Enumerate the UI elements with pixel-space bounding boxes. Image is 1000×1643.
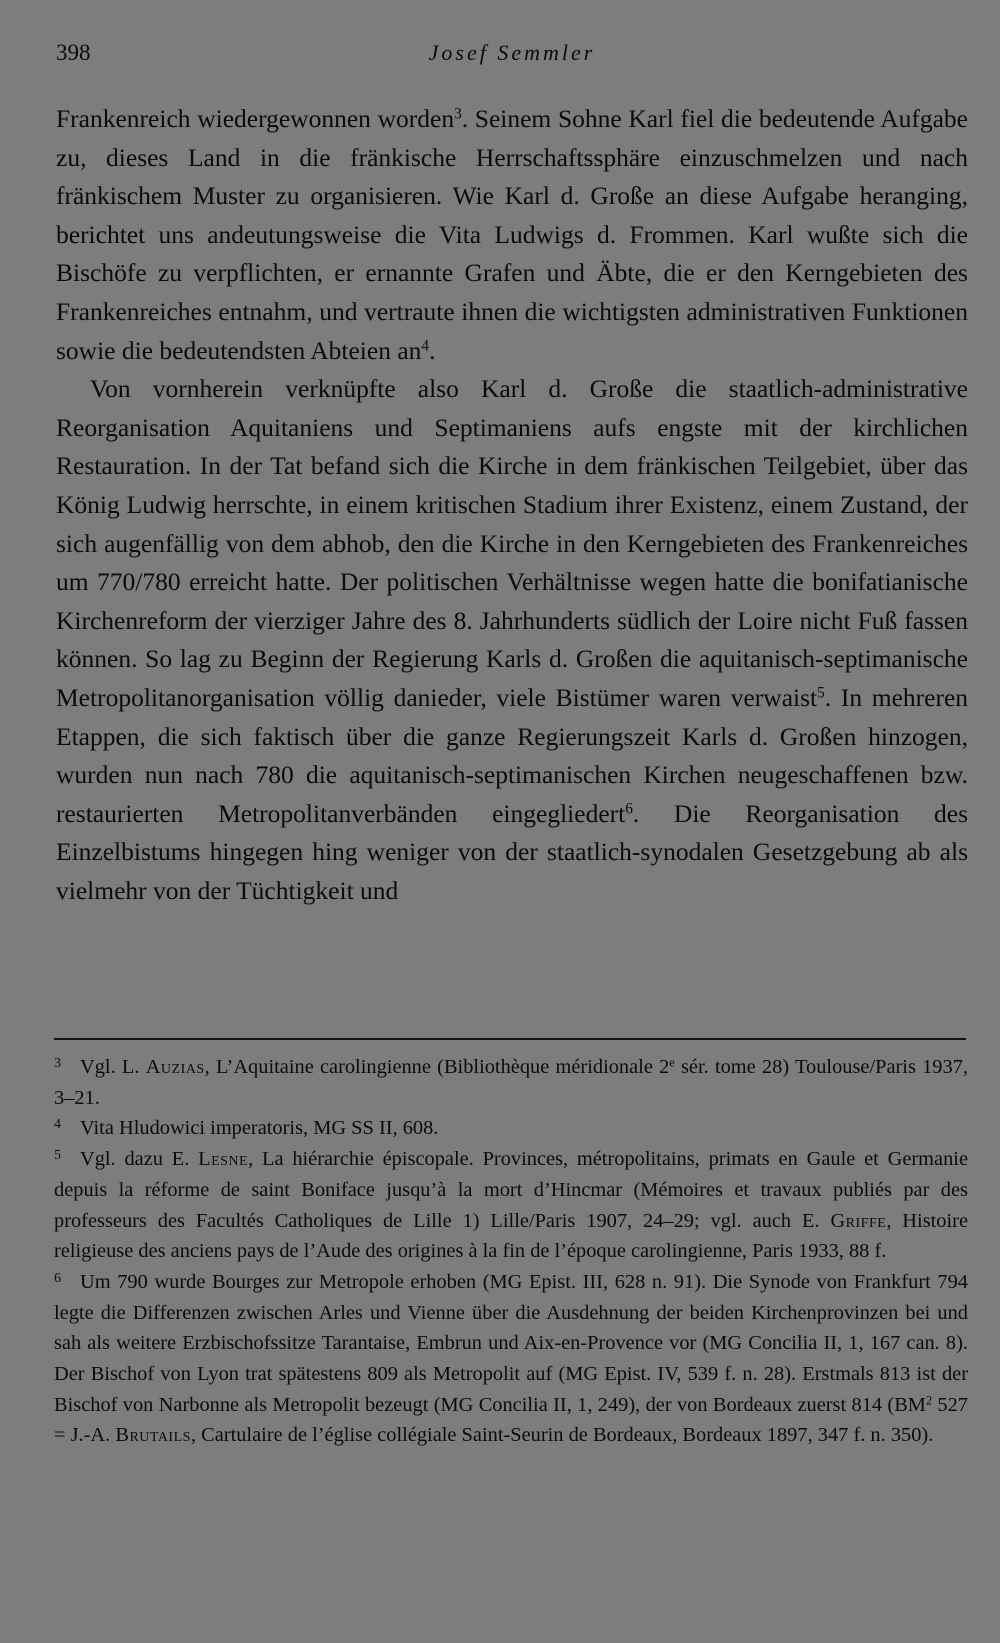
author-name: Brutails	[115, 1424, 191, 1447]
footnote-5: 5 Vgl. dazu E. Lesne, La hiérarchie épiscopale. Provinces, métropolitains, primats en Gaule et Germanie depuis la réforme de saint Boniface jusqu’à la mort d’Hincmar (Mémoires et travaux publiés par des professeurs des Facultés Catholiques de Lille 1) Lille/Paris 1907, 24–29; vgl. auch E. Griffe, Histoire religieuse des anciens pays de l’Aude des origines à la fin de l’époque carolingienne, Paris 1933, 88 f.	[54, 1147, 968, 1263]
paragraph-1	[56, 100, 968, 370]
footnotes	[54, 1052, 968, 1451]
author-name: Auzias	[145, 1056, 205, 1078]
paragraph-1-part-a: Frankenreich wiedergewonnen worden	[56, 104, 455, 133]
footnote-4: 4 Vita Hludowici imperatoris, MG SS II, 608.	[54, 1117, 439, 1140]
footnote-ref-5: 5	[817, 684, 825, 702]
footnote-text: , Histoire religieuse des anciens pays de l’Aude des origines à la fin de l’époque carolingienne, Paris 1933, 88 f.	[54, 1209, 968, 1263]
footnote-text: , La hiérarchie épiscopale. Provinces, métropolitains, primats en Gaule et Germanie depuis la réforme de saint Boniface jusqu’à la mort d’Hincmar (Mémoires et travaux publiés par des professeurs des Facultés Catholiques de Lille 1) Lille/Paris 1907, 24–29; vgl. auch E.	[54, 1148, 968, 1232]
footnote-3: 3 Vgl. L. Auzias, L’Aquitaine carolingienne (Bibliothèque méridionale 2e sér. tome 28) Toulouse/Paris 1937, 3–21.	[54, 1055, 968, 1109]
footnote-text: Vgl. dazu E.	[80, 1148, 199, 1171]
footnote-ref-4: 4	[421, 337, 430, 355]
footnote-text: , L’Aquitaine carolingienne (Bibliothèque méridionale 2	[204, 1056, 670, 1078]
footnote-ref-6: 6	[625, 800, 633, 818]
footnote-text: sér. tome 28) Toulouse/Paris 1937, 3–21.	[54, 1056, 968, 1109]
footnote-text: Vita Hludowici imperatoris, MG SS II, 608.	[80, 1117, 439, 1140]
superscript: 2	[925, 1393, 933, 1408]
paragraph-1-part-b: . Seinem Sohne Karl fiel die bedeutende Aufgabe zu, dieses Land in die fränkische Herrschaftssphäre einzuschmelzen und nach fränkischem Muster zu organisieren. Wie Karl d. Große an diese Aufgabe heranging, berichtet uns andeutungsweise die Vita Ludwigs d. Frommen. Karl wußte sich die Bischöfe zu verpflichten, er ernannte Grafen und Äbte, die er den Kerngebieten des Frankenreiches entnahm, und vertraute ihnen die wichtigsten administrativen Funktionen sowie die bedeutendsten Abteien an	[56, 104, 968, 365]
running-head: Josef Semmler	[428, 40, 596, 65]
page-number: 398	[56, 40, 91, 65]
footnote-ref-3: 3	[454, 105, 462, 123]
author-name: Lesne	[198, 1148, 249, 1171]
footnote-divider	[54, 1038, 966, 1040]
main-text	[56, 100, 968, 910]
paragraph-2-part-b: . In mehreren Etappen, die sich faktisch über die ganze Regierungszeit Karls d. Großen hinzogen, wurden nun nach 780 die aquitanisch-septimanischen Kirchen neugeschaffenen bzw. restaurierten Metropolitanverbänden eingegliedert	[56, 682, 969, 828]
author-name: Griffe	[830, 1209, 887, 1232]
footnote-text: Um 790 wurde Bourges zur Metropole erhoben (MG Epist. III, 628 n. 91). Die Synode von Frankfurt 794 legte die Differenzen zwischen Arles und Vienne über die Ausdehnung der beiden Kirchenprovinzen bei und sah als weitere Erzbischofssitze Tarantaise, Embrun und Aix-en-Provence vor (MG Concilia II, 1, 167 can. 8). Der Bischof von Lyon trat spätestens 809 als Metropolit auf (MG Epist. IV, 539 f. n. 28). Erstmals 813 ist der Bischof von Narbonne als Metropolit bezeugt (MG Concilia II, 1, 249), der von Bordeaux zuerst 814 (BM	[54, 1270, 968, 1416]
superscript: e	[669, 1055, 675, 1070]
footnote-text: Vgl. L.	[80, 1056, 146, 1078]
footnote-6: 6 Um 790 wurde Bourges zur Metropole erhoben (MG Epist. III, 628 n. 91). Die Synode von Frankfurt 794 legte die Differenzen zwischen Arles und Vienne über die Ausdehnung der beiden Kirchenprovinzen bei und sah als weitere Erzbischofssitze Tarantaise, Embrun und Aix-en-Provence vor (MG Concilia II, 1, 167 can. 8). Der Bischof von Lyon trat spätestens 809 als Metropolit auf (MG Epist. IV, 539 f. n. 28). Erstmals 813 ist der Bischof von Narbonne als Metropolit bezeugt (MG Concilia II, 1, 249), der von Bordeaux zuerst 814 ($BM^2$ 527 = J.-A. Brutails, Cartulaire de l’église collégiale Saint-Seurin de Bordeaux, Bordeaux 1897, 347 f. n. 350).	[54, 1270, 969, 1447]
page-header	[56, 40, 968, 80]
paragraph-2-part-c: . Die Reorganisation des Einzelbistums hingegen hing weniger von der staatlich-synodalen Gesetzgebung ab als vielmehr von der Tüchtigkeit und	[56, 798, 968, 905]
footnote-text: , Cartulaire de l’église collégiale Saint-Seurin de Bordeaux, Bordeaux 1897, 347 f. n. 350).	[190, 1424, 934, 1447]
paragraph-2-part-a: Von vornherein verknüpfte also Karl d. Große die staatlich-administrative Reorganisation Aquitaniens und Septimaniens aufs engste mit der kirchlichen Restauration. In der Tat befand sich die Kirche in dem fränkischen Teilgebiet, über das König Ludwig herrschte, in einem kritischen Stadium ihrer Existenz, einem Zustand, der sich augenfällig von dem abhob, den die Kirche in den Kerngebieten des Frankenreiches um 770/780 erreicht hatte. Der politischen Verhältnisse wegen hatte die bonifatianische Kirchenreform der vierziger Jahre des 8. Jahrhunderts südlich der Loire nicht Fuß fassen können. So lag zu Beginn der Regierung Karls d. Großen die aquitanisch-septimanische Metropolitanorganisation völlig danieder, viele Bistümer waren verwaist	[56, 374, 968, 712]
footnote-text: 527 = J.-A.	[54, 1393, 969, 1447]
paragraph-2	[56, 370, 968, 910]
paragraph-1-part-c: .	[429, 335, 436, 365]
